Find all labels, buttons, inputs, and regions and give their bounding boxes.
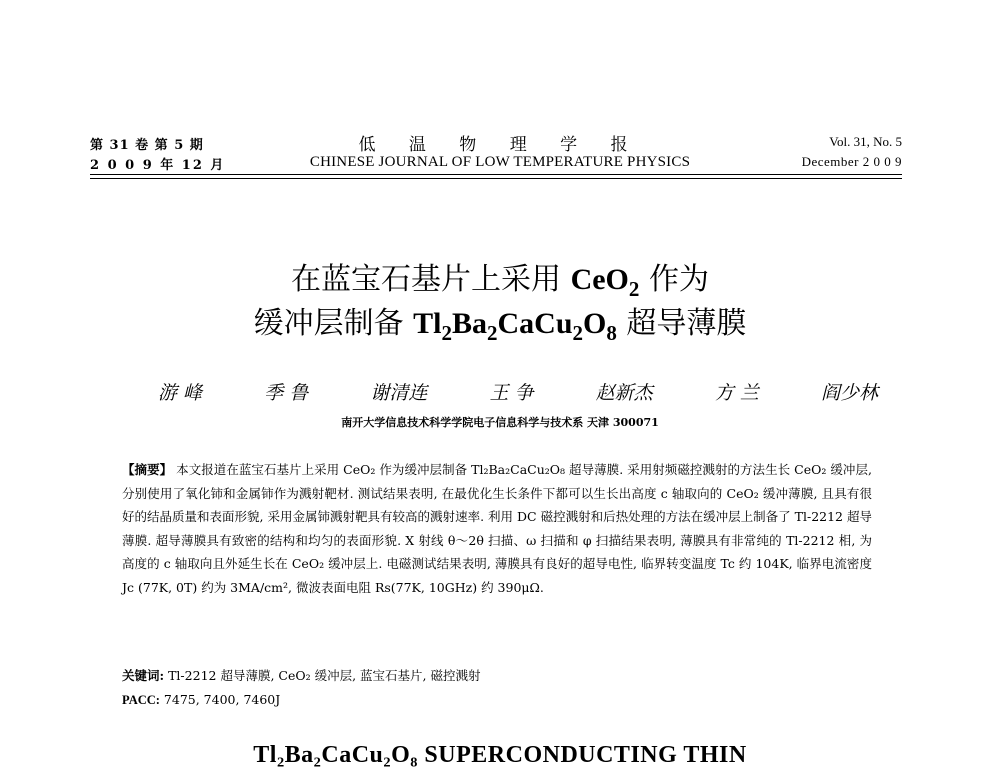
keywords-text: Tl-2212 超导薄膜, CeO₂ 缓冲层, 蓝宝石基片, 磁控溅射 [164,668,481,683]
date-cn: 2 0 0 9 年 12 月 [90,158,226,173]
volume-issue-en: Vol. 31, No. 5 [829,134,902,149]
abstract-label: 【摘要】 [122,462,173,477]
abstract-text: 本文报道在蓝宝石基片上采用 CeO₂ 作为缓冲层制备 Tl₂Ba₂CaCu₂O₈ 超导薄膜. 采用射频磁控溅射的方法生长 CeO₂ 缓冲层, 分别使用了氧化铈和金属铈作为溅射靶材. 测试结果表明, 在最优化生长条件下都可以生长出高度 c 轴取向的 CeO₂ 缓冲薄膜, 且具有很好的结晶质量和表面形貌, 采用金属铈溅射靶具有较高的溅射速率. 利用 DC 磁控溅射和后热处理的方法在缓冲层上制备了 Tl-2212 超导薄膜. 超导薄膜具有致密的结构和均匀的表面形貌. X 射线 θ～2θ 扫描、ω 扫描和 φ 扫描结果表明, 薄膜具有非常纯的 Tl-2212 相, 为高度的 c 轴取向且外延生长在 CeO₂ 缓冲层上. 电磁测试结果表明, 薄膜具有良好的超导电性, 临界转变温度 Tc 约 104K, 临界电流密度 Jc (77K, 0T) 约为 3MA/cm², 微波表面电阻 Rs(77K, 10GHz) 约 390μΩ. [122,462,872,595]
english-title: Tl₂Ba₂CaCu₂O₈ SUPERCONDUCTING THIN [253,742,747,768]
author: 谢清连 [370,382,428,404]
keywords-label: 关键词: [122,668,165,683]
author: 季 鲁 [264,382,309,404]
header-rule-bottom [90,178,902,179]
author: 方 兰 [714,382,759,404]
header-rule-top [90,174,902,175]
volume-issue-cn: 第 31 卷 第 5 期 [90,138,204,153]
abstract [122,458,872,600]
author: 游 峰 [158,382,203,404]
date-en: December 2 0 0 9 [801,154,902,169]
keywords [122,666,480,684]
journal-name-cn: 低 温 物 理 学 报 [358,135,642,155]
pacc-label: PACC: [122,693,160,707]
author: 赵新杰 [595,382,653,404]
author-list [158,378,878,405]
author: 王 争 [489,382,534,404]
journal-name-en: CHINESE JOURNAL OF LOW TEMPERATURE PHYSICS [309,154,691,170]
affiliation: 南开大学信息技术科学学院电子信息科学与技术系 天津 300071 [341,416,659,429]
pacc-codes [122,692,280,708]
paper-title-line1: 在蓝宝石基片上采用 CeO$_2$ 作为 [291,262,709,301]
pacc-text: 7475, 7400, 7460J [159,692,281,707]
paper-title-line2: 缓冲层制备 $Tl_2Ba_2CaCu_2O_8$ 超导薄膜 [253,306,747,345]
author: 阎少林 [820,382,878,404]
